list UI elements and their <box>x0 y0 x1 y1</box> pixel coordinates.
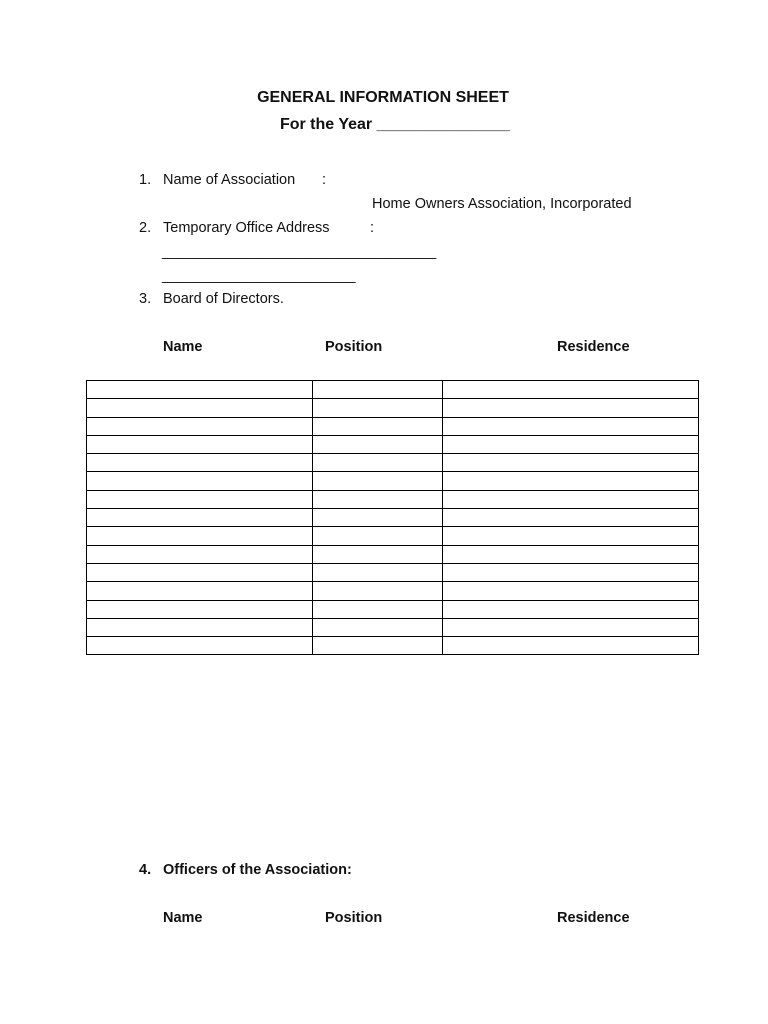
document-title <box>0 89 768 107</box>
table-row <box>87 637 699 655</box>
residence-cell[interactable] <box>443 527 699 545</box>
position-cell[interactable] <box>313 490 443 508</box>
table-row <box>87 454 699 472</box>
residence-cell[interactable] <box>443 454 699 472</box>
officers-label: Officers of the Association: <box>163 862 352 878</box>
name-cell[interactable] <box>87 381 313 399</box>
association-label: Name of Association <box>163 172 296 188</box>
position-cell[interactable] <box>313 545 443 563</box>
residence-cell[interactable] <box>443 435 699 453</box>
document-subtitle <box>0 116 768 134</box>
residence-cell[interactable] <box>443 600 699 618</box>
position-cell[interactable] <box>313 472 443 490</box>
board-of-directors-table <box>86 380 699 655</box>
table-row <box>87 563 699 581</box>
table-row <box>87 527 699 545</box>
name-cell[interactable] <box>87 563 313 581</box>
item-number: 4. <box>139 862 152 878</box>
position-cell[interactable] <box>313 582 443 600</box>
position-cell[interactable] <box>313 618 443 636</box>
name-cell[interactable] <box>87 454 313 472</box>
name-cell[interactable] <box>87 637 313 655</box>
residence-cell[interactable] <box>443 637 699 655</box>
board-column-position: Position <box>325 339 383 355</box>
address-line-1[interactable]: __________________________________ <box>162 244 437 260</box>
table-row <box>87 490 699 508</box>
name-cell[interactable] <box>87 527 313 545</box>
table-row <box>87 582 699 600</box>
year-field[interactable]: For the Year _______________ <box>279 116 511 133</box>
name-cell[interactable] <box>87 582 313 600</box>
table-row <box>87 509 699 527</box>
association-colon: : <box>322 172 327 188</box>
position-cell[interactable] <box>313 509 443 527</box>
officers-column-position: Position <box>325 910 383 926</box>
name-cell[interactable] <box>87 600 313 618</box>
table-row <box>87 417 699 435</box>
address-label: Temporary Office Address <box>163 220 330 236</box>
item-number: 2. <box>139 220 152 236</box>
name-cell[interactable] <box>87 435 313 453</box>
name-cell[interactable] <box>87 618 313 636</box>
address-colon: : <box>370 220 375 236</box>
residence-cell[interactable] <box>443 618 699 636</box>
table-row <box>87 399 699 417</box>
table-row <box>87 600 699 618</box>
item-number: 3. <box>139 291 152 307</box>
name-cell[interactable] <box>87 545 313 563</box>
table-row <box>87 618 699 636</box>
item-association-label-row <box>139 172 295 188</box>
residence-cell[interactable] <box>443 399 699 417</box>
residence-cell[interactable] <box>443 509 699 527</box>
position-cell[interactable] <box>313 600 443 618</box>
residence-cell[interactable] <box>443 582 699 600</box>
name-cell[interactable] <box>87 490 313 508</box>
name-cell[interactable] <box>87 472 313 490</box>
board-column-name: Name <box>163 339 203 355</box>
name-cell[interactable] <box>87 399 313 417</box>
table-row <box>87 381 699 399</box>
table-row <box>87 472 699 490</box>
item-board-label-row <box>139 291 284 307</box>
residence-cell[interactable] <box>443 563 699 581</box>
table-row <box>87 545 699 563</box>
officers-column-name: Name <box>163 910 203 926</box>
position-cell[interactable] <box>313 637 443 655</box>
residence-cell[interactable] <box>443 417 699 435</box>
residence-cell[interactable] <box>443 381 699 399</box>
item-address-label-row <box>139 220 330 236</box>
position-cell[interactable] <box>313 381 443 399</box>
board-column-residence: Residence <box>557 339 630 355</box>
position-cell[interactable] <box>313 454 443 472</box>
residence-cell[interactable] <box>443 490 699 508</box>
name-cell[interactable] <box>87 509 313 527</box>
document-title-text: GENERAL INFORMATION SHEET <box>257 89 509 106</box>
position-cell[interactable] <box>313 399 443 417</box>
item-officers-label-row <box>139 862 352 878</box>
address-line-2[interactable]: ________________________ <box>162 268 356 284</box>
item-number: 1. <box>139 172 152 188</box>
position-cell[interactable] <box>313 417 443 435</box>
position-cell[interactable] <box>313 527 443 545</box>
residence-cell[interactable] <box>443 472 699 490</box>
name-cell[interactable] <box>87 417 313 435</box>
position-cell[interactable] <box>313 435 443 453</box>
board-label: Board of Directors. <box>163 291 284 307</box>
association-name-value[interactable]: Home Owners Association, Incorporated <box>372 196 632 212</box>
table-row <box>87 435 699 453</box>
officers-column-residence: Residence <box>557 910 630 926</box>
position-cell[interactable] <box>313 563 443 581</box>
residence-cell[interactable] <box>443 545 699 563</box>
